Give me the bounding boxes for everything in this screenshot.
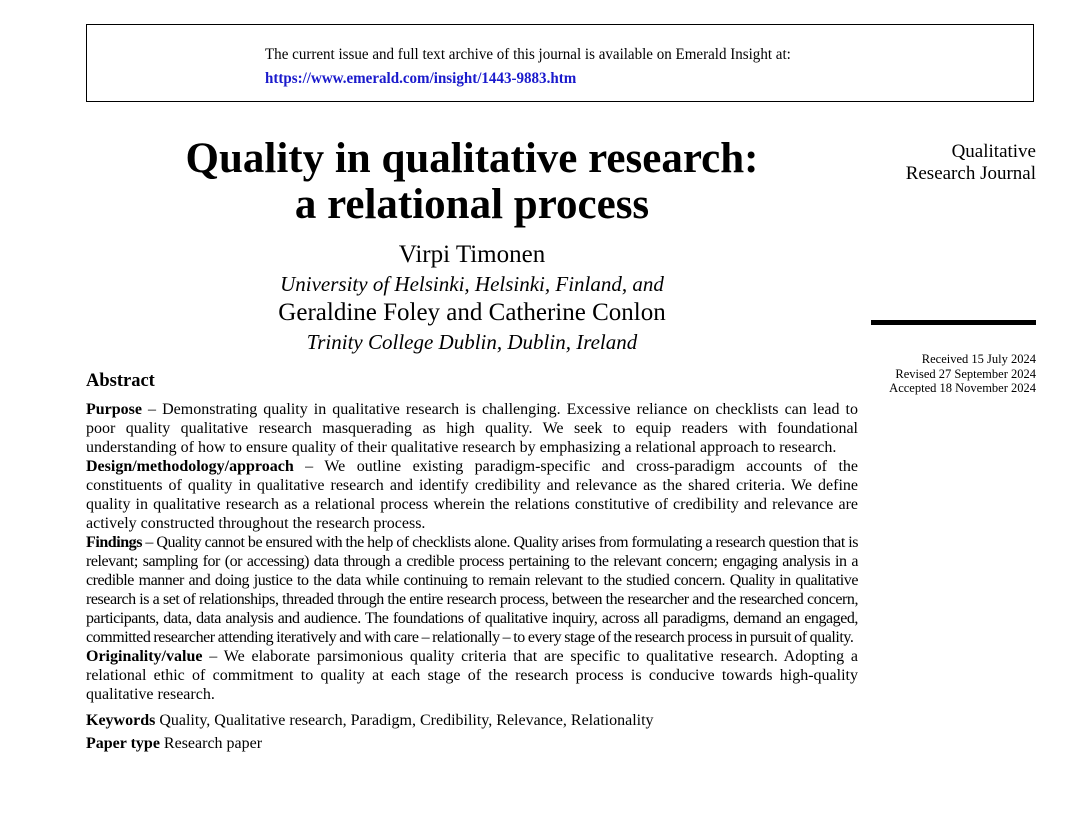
abstract-purpose-text: – Demonstrating quality in qualitative research is challenging. Excessive reliance on checklists can lead to poor quality qualitative research masquerading as high quality. We seek to equip readers with foundational understanding of how to ensure quality of their qualitative research by emphasizing a relational approach to research. xyxy=(86,401,858,456)
keywords-text: Quality, Qualitative research, Paradigm, Credibility, Relevance, Relationality xyxy=(159,712,654,729)
abstract-purpose-label: Purpose xyxy=(86,401,142,418)
author-affiliation-2: Trinity College Dublin, Dublin, Ireland xyxy=(306,330,638,354)
journal-divider-rule xyxy=(871,320,1036,325)
abstract-heading: Abstract xyxy=(86,371,155,391)
paper-type-label: Paper type xyxy=(86,735,160,752)
abstract-findings xyxy=(86,533,858,647)
abstract-design xyxy=(86,457,858,533)
abstract-design-text: – We outline existing paradigm-specific and cross-paradigm accounts of the constituents of quality in qualitative research and identify credibility and relevance as the shared criteria. We define quality in qualitative research as a relational process wherein the relations constitutive of credibility and relevance are actively constructed throughout the research process. xyxy=(86,458,858,532)
author-block xyxy=(86,240,858,356)
keywords-label: Keywords xyxy=(86,712,156,729)
access-notice-box xyxy=(86,24,1034,102)
author-names-1: Virpi Timonen xyxy=(398,241,546,268)
abstract-section xyxy=(86,370,858,755)
journal-url-link[interactable]: https://www.emerald.com/insight/1443-9883.htm xyxy=(265,70,577,87)
journal-name-line-1: Qualitative xyxy=(951,141,1036,162)
author-affiliation-1: University of Helsinki, Helsinki, Finland, and xyxy=(280,272,664,296)
abstract-findings-label: Findings xyxy=(86,534,142,551)
paper-title-line-2: a relational process xyxy=(294,181,650,228)
journal-name-line-2: Research Journal xyxy=(905,163,1036,184)
accepted-date: Accepted 18 November 2024 xyxy=(889,381,1036,395)
paper-type-text: Research paper xyxy=(163,735,263,752)
paper-type-line xyxy=(86,732,858,755)
abstract-originality-text: – We elaborate parsimonious quality criteria that are specific to qualitative research. Adopting a relational ethic of commitment to quality at each stage of the research process is conducive towards high-quality qualitative research. xyxy=(86,648,858,703)
paper-title xyxy=(86,136,858,228)
received-date: Received 15 July 2024 xyxy=(921,352,1036,366)
revised-date: Revised 27 September 2024 xyxy=(895,366,1036,381)
submission-dates xyxy=(889,352,1036,396)
access-notice xyxy=(265,43,791,91)
abstract-originality xyxy=(86,647,858,704)
keywords-line xyxy=(86,709,858,732)
abstract-originality-label: Originality/value xyxy=(86,648,203,665)
author-names-2: Geraldine Foley and Catherine Conlon xyxy=(278,299,666,326)
abstract-design-label: Design/methodology/approach xyxy=(86,458,294,475)
abstract-findings-text: – Quality cannot be ensured with the help of checklists alone. Quality arises from formulating a research question that is relevant; sampling for (or accessing) data through a credible process pertaining to the relevant concern; engaging analysis in a credible manner and doing justice to the data while continuing to remain relevant to the studied concern. Quality in qualitative research is a set of relationships, threaded through the entire research process, between the researcher and the researched concern, participants, data, data analysis and audience. The foundations of qualitative inquiry, across all paradigms, demand an engaged, committed researcher attending iteratively and with care – relationally – to every stage of the research process in pursuit of quality. xyxy=(86,534,858,646)
journal-name xyxy=(906,141,1036,185)
paper-title-line-1: Quality in qualitative research: xyxy=(185,135,759,182)
abstract-purpose xyxy=(86,400,858,457)
access-notice-text: The current issue and full text archive of this journal is available on Emerald Insight at: xyxy=(265,46,791,63)
